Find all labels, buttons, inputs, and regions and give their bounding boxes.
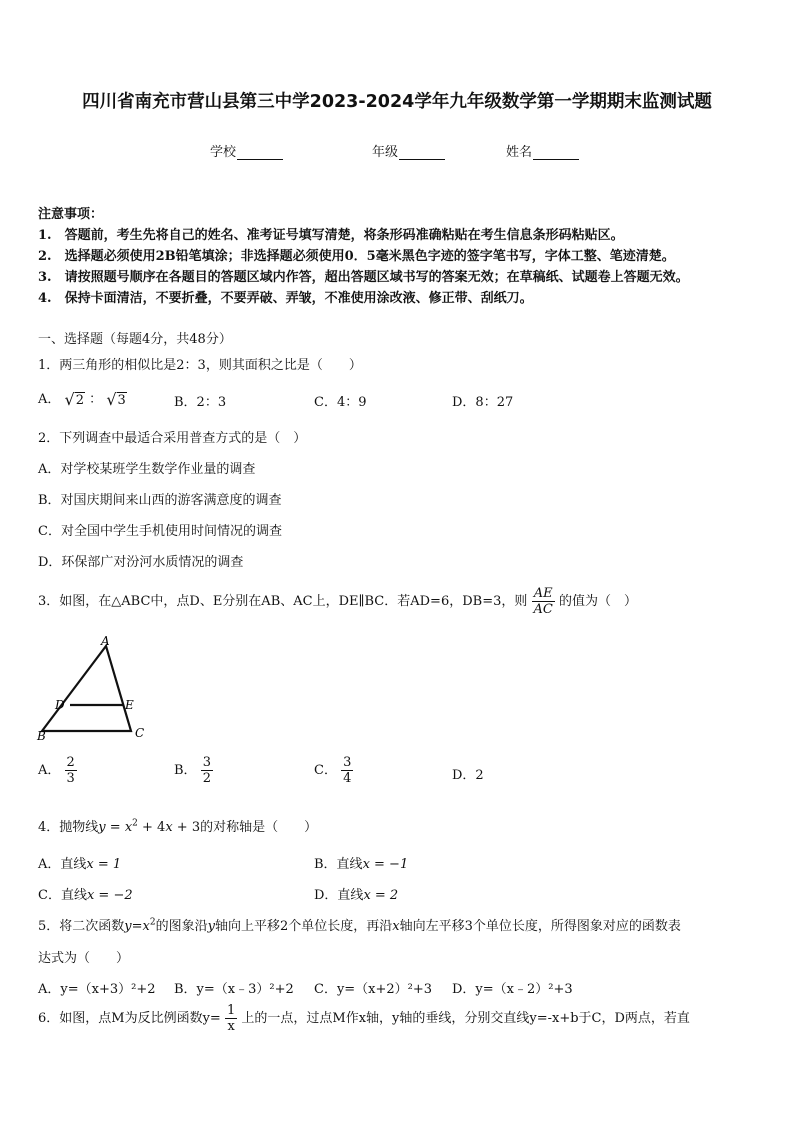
q4-eq-x2: x — [165, 820, 173, 835]
q5-option-c[interactable]: C．y=（x+2）²+3 — [314, 982, 433, 997]
q5-stem-line2: 达式为（ ） — [38, 951, 130, 966]
q4-stem-pre: 4．抛物线 — [38, 820, 99, 835]
q3-c-fraction — [341, 755, 353, 786]
q3-a-fraction — [65, 755, 77, 786]
q3-option-d[interactable]: D．2 — [452, 768, 484, 783]
q3-option-b[interactable] — [174, 755, 213, 786]
q3-c-den: 4 — [343, 771, 352, 786]
q3-b-fraction — [201, 755, 213, 786]
q2-stem: 2．下列调查中最适合采用普查方式的是（ ） — [38, 431, 307, 446]
notice-item: 2. 选择题必须使用2B铅笔填涂；非选择题必须使用0．5毫米黑色字迹的签字笔书写，字体工整、笔迹清楚。 — [38, 249, 675, 264]
school-blank[interactable] — [237, 146, 283, 160]
q3-stem-post: 的值为（ ） — [559, 594, 638, 609]
sqrt-symbol: √ 2 — [64, 389, 85, 409]
name-field — [506, 141, 579, 160]
q3-b-label: B． — [174, 763, 197, 778]
q3-c-num: 3 — [343, 755, 352, 770]
q5-sup: 2 — [149, 917, 156, 928]
q4-b-pre: B．直线 — [314, 857, 363, 872]
q6-frac-den: x — [227, 1019, 235, 1034]
q3-frac-den: AC — [533, 602, 553, 617]
q3-a-num: 2 — [66, 755, 75, 770]
q6-stem-pre: 6．如图，点M为反比例函数y= — [38, 1011, 221, 1026]
triangle-figure — [30, 632, 160, 744]
q3-option-a[interactable] — [38, 755, 77, 786]
q1-option-b[interactable]: B．2：3 — [174, 395, 227, 410]
q5-text-e: 轴向左平移3个单位长度，所得图象对应的函数表 — [399, 919, 681, 934]
q1-option-c[interactable]: C．4：9 — [314, 395, 367, 410]
q3-stem-pre: 3．如图，在△ABC中，点D、E分别在AB、AC上，DE∥BC．若AD=6，DB=3，则 — [38, 594, 528, 609]
q6-stem-post: 上的一点，过点M作x轴，y轴的垂线，分别交直线y=-x+b于C，D两点，若直 — [241, 1011, 690, 1026]
q4-c-eq: x = −2 — [86, 888, 133, 903]
notice-item: 1. 答题前，考生先将自己的姓名、准考证号填写清楚，将条形码准确粘贴在考生信息条形码粘贴区。 — [38, 228, 624, 243]
q4-d-eq: x = 2 — [363, 888, 399, 903]
q5-option-b[interactable]: B．y=（x﹣3）²+2 — [174, 982, 294, 997]
q5-x: x — [142, 919, 150, 934]
q1-option-a[interactable] — [38, 388, 127, 408]
q5-text-b: = — [131, 919, 143, 934]
q1-a-radicand-2: 3 — [117, 392, 126, 408]
q3-a-label: A． — [38, 763, 61, 778]
q2-option-c[interactable]: C．对全国中学生手机使用时间情况的调查 — [38, 524, 282, 539]
vertex-label-b: B — [37, 729, 46, 743]
q5-option-d[interactable]: D．y=（x﹣2）²+3 — [452, 982, 573, 997]
q5-option-a[interactable]: A．y=（x+3）²+2 — [38, 982, 156, 997]
q3-b-den: 2 — [202, 771, 211, 786]
vertex-label-e: E — [125, 698, 134, 712]
q3-fraction — [532, 586, 555, 617]
q3-a-den: 3 — [66, 771, 75, 786]
q4-eq-rest-b: + 3 — [172, 820, 201, 835]
grade-label: 年级 — [372, 145, 399, 160]
q4-option-b[interactable] — [314, 853, 408, 872]
grade-field — [372, 141, 445, 160]
q1-stem: 1．两三角形的相似比是2：3，则其面积之比是（ ） — [38, 358, 362, 373]
q6-stem — [38, 1003, 690, 1034]
vertex-label-a: A — [101, 634, 110, 648]
q2-option-d[interactable]: D．环保部广对汾河水质情况的调查 — [38, 555, 244, 570]
q4-eq-x: x — [124, 820, 133, 835]
q4-stem-post: 的对称轴是（ ） — [200, 820, 318, 835]
q4-option-a[interactable] — [38, 853, 121, 872]
school-label: 学校 — [210, 145, 237, 160]
q1-a-label: A． — [38, 392, 61, 407]
q4-b-eq: x = −1 — [362, 857, 409, 872]
q4-eq-rest-a: + 4 — [137, 820, 166, 835]
sqrt-symbol: √ 3 — [106, 389, 126, 409]
notice-item: 4. 保持卡面清洁，不要折叠，不要弄破、弄皱，不准使用涂改液、修正带、刮纸刀。 — [38, 291, 533, 306]
q4-c-pre: C．直线 — [38, 888, 87, 903]
q4-a-pre: A．直线 — [38, 857, 87, 872]
q3-option-c[interactable] — [314, 755, 353, 786]
q4-d-pre: D．直线 — [314, 888, 364, 903]
q4-stem — [38, 816, 317, 835]
vertex-label-c: C — [135, 726, 145, 740]
q6-fraction — [225, 1003, 237, 1034]
q4-option-c[interactable] — [38, 884, 133, 903]
q4-eq-y: y — [98, 820, 106, 835]
notice-item: 3. 请按照题号顺序在各题目的答题区域内作答，超出答题区域书写的答案无效；在草稿纸、试题卷上答题无效。 — [38, 270, 689, 285]
q1-option-d[interactable]: D．8：27 — [452, 395, 514, 410]
grade-blank[interactable] — [399, 146, 445, 160]
q2-option-b[interactable]: B．对国庆期间来山西的游客满意度的调查 — [38, 493, 282, 508]
q4-option-d[interactable] — [314, 884, 398, 903]
q4-a-eq: x = 1 — [86, 857, 122, 872]
q1-a-separator: ： — [89, 392, 103, 407]
q2-option-a[interactable]: A．对学校某班学生数学作业量的调查 — [38, 462, 256, 477]
triangle-abc — [42, 646, 131, 731]
section-heading: 一、选择题（每题4分，共48分） — [38, 332, 232, 347]
q5-text-c: 的图象沿 — [155, 919, 208, 934]
q4-eq-sup: 2 — [132, 818, 138, 829]
q5-text-d: 轴向上平移2个单位长度，再沿 — [215, 919, 393, 934]
q3-b-num: 3 — [202, 755, 211, 770]
q5-y2: y — [207, 919, 215, 934]
q4-eq-eq: = — [105, 820, 125, 835]
vertex-label-d: D — [55, 698, 65, 712]
notice-heading: 注意事项： — [38, 207, 104, 222]
q5-y: y — [124, 919, 132, 934]
q3-c-label: C． — [314, 763, 337, 778]
name-label: 姓名 — [506, 145, 533, 160]
q5-stem-line1 — [38, 915, 681, 934]
name-blank[interactable] — [533, 146, 579, 160]
q5-x2: x — [392, 919, 400, 934]
page-title: 四川省南充市营山县第三中学2023-2024学年九年级数学第一学期期末监测试题 — [82, 92, 712, 112]
school-field — [210, 141, 283, 160]
q6-frac-num: 1 — [226, 1003, 236, 1018]
q5-text-a: 5．将二次函数 — [38, 919, 125, 934]
q3-frac-num: AE — [533, 586, 553, 601]
q3-stem — [38, 586, 637, 617]
q1-a-radicand-1: 2 — [75, 392, 85, 408]
